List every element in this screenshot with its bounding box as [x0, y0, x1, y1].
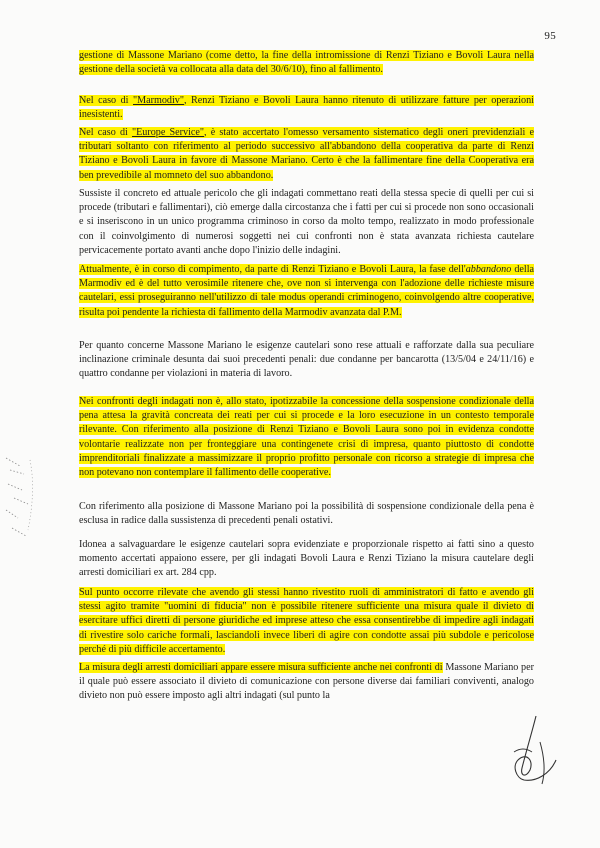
- paragraph-11: [79, 661, 534, 704]
- paragraph-8-text: Con riferimento alla posizione di Massone Mariano poi la possibilità di sospensione condizionale della pena è esclusa in radice dalla sussistenza di precedenti penali ostativi.: [79, 501, 534, 527]
- paragraph-1-text: gestione di Massone Mariano (come detto, la fine della intromissione di Renzi Tiziano e Bovoli Laura nella gestione della società va collocata alla data del 30/6/10), fino al fallimento.: [79, 50, 534, 76]
- paragraph-3-before: Nel caso di: [79, 127, 132, 138]
- marmodiv-name: "Marmodiv": [132, 95, 184, 106]
- paragraph-10-text: Sul punto occorre rilevate che avendo gli stessi hanno rivestito ruoli di amministratori di fatto e avendo gli stessi agito tramite "uomini di fiducia" non è possibile ritenere sufficiente una misura quale il divieto di esercitare uffici diretti di persone giuridiche ed imprese atteso che essa consentirebbe di impedire agli indagati di rivestire solo cariche formali, lasciandoli invece liberi di agire con condotte assai più subdole e pericolose perché di più difficile accertamento.: [79, 587, 534, 655]
- europe-service-name: "Europe Service": [131, 127, 205, 138]
- paragraph-9-text: Idonea a salvaguardare le esigenze cautelari sopra evidenziate e proporzionale rispetto ai fatti sino a questo momento accertati appaiono essere, per gli indagati Bovoli Laura e Renzi Tiziano la misura cautelare degli arresti domiciliari ex art. 284 cpp.: [79, 539, 534, 579]
- page-number: 95: [544, 30, 556, 42]
- paragraph-7-text: Nei confronti degli indagati non è, allo stato, ipotizzabile la concessione della sospensione condizionale della pena attesa la gravità concreata dei reati per cui si procede e la loro esecuzione in un contesto temporale rilevante. Con riferimento alla posizione di Renzi Tiziano e Bovoli Laura sono poi in evidenza condotte volontarie realizzate non per fronteggiare una contingenete crisi di impresa, quanto piuttosto di condotte imprenditoriali finalizzate a massimizzare il proprio profitto personale con ricorso a strategie di impresa che non potevano non contemplare il fallimento delle cooperative.: [79, 396, 534, 479]
- paragraph-2-before: Nel caso di: [79, 95, 133, 106]
- paragraph-3: [79, 126, 534, 183]
- paragraph-2: [79, 94, 534, 122]
- paragraph-3-after: , è stato accertato l'omesso versamento sistematico degli oneri previdenziali e tributari soltanto con riferimento al periodo successivo all'abbandono della cooperativa da parte di Renzi Tiziano e Bovoli Laura in favore di Massone Mariano. Certo è che la fallimentare fine della Cooperativa era ben prevedibile al momneto del suo abbandono.: [79, 127, 534, 181]
- paragraph-4: [79, 187, 534, 258]
- paragraph-8: [79, 500, 534, 528]
- paragraph-6: [79, 339, 534, 382]
- paragraph-11-highlighted: La misura degli arresti domiciliari appare essere misura sufficiente anche nei confronti di: [79, 662, 443, 673]
- paragraph-5-after: della Marmodiv ed è del tutto verosimile ritenere che, ove non si intervenga con l'adozione delle richieste misure cautelari, essi proseguiranno nell'utilizzo di tale modus operandi criminogeno, coinvolgendo altre cooperative, risulta poi pendente la richiesta di fallimento della Marmodiv avanzata dal P.M.: [79, 264, 534, 318]
- paragraph-10: [79, 586, 534, 657]
- paragraph-6-text: Per quanto concerne Massone Mariano le esigenze cautelari sono rese attuali e rafforzate dalla sua peculiare inclinazione criminale desunta dai suoi precedenti penali: due condanne per bancarotta (13/5/04 e 24/11/16) e quattro condanne per violazioni in materia di lavoro.: [79, 340, 534, 380]
- paragraph-11-rest: Massone Mariano per il quale può essere associato il divieto di comunicazione con persone diverse dai familiari conviventi, analogo divieto non può essere imposto agli altri indagati (sul punto la: [79, 662, 534, 702]
- paragraph-1: [79, 49, 534, 77]
- paragraph-9: [79, 538, 534, 581]
- paragraph-7: [79, 395, 534, 480]
- paragraph-5: [79, 263, 534, 320]
- paragraph-5-italic: abbandono: [465, 264, 512, 275]
- paragraph-2-after: , Renzi Tiziano e Bovoli Laura hanno ritenuto di utilizzare fatture per operazioni inesistenti.: [79, 95, 534, 121]
- paragraph-4-text: Sussiste il concreto ed attuale pericolo che gli indagati commettano reati della stessa specie di quelli per cui si procede (tributari e fallimentari), ciò emerge dalla circostanza che i fatti per cui si procede non sono occasionali e si inseriscono in un unico programma criminoso in corso da molto tempo, realizzato in modo professionale con il coinvolgimento di numerosi soggetti nei cui confronti non è stata avanzata richiesta cautelare pervicacemente portato avanti anche dopo l'inizio delle indagini.: [79, 188, 534, 256]
- paragraph-5-before: Attualmente, è in corso di compimento, da parte di Renzi Tiziano e Bovoli Laura, la fase dell': [79, 264, 466, 275]
- signature-mark: [496, 712, 566, 792]
- scan-mark-artifact: [0, 440, 42, 550]
